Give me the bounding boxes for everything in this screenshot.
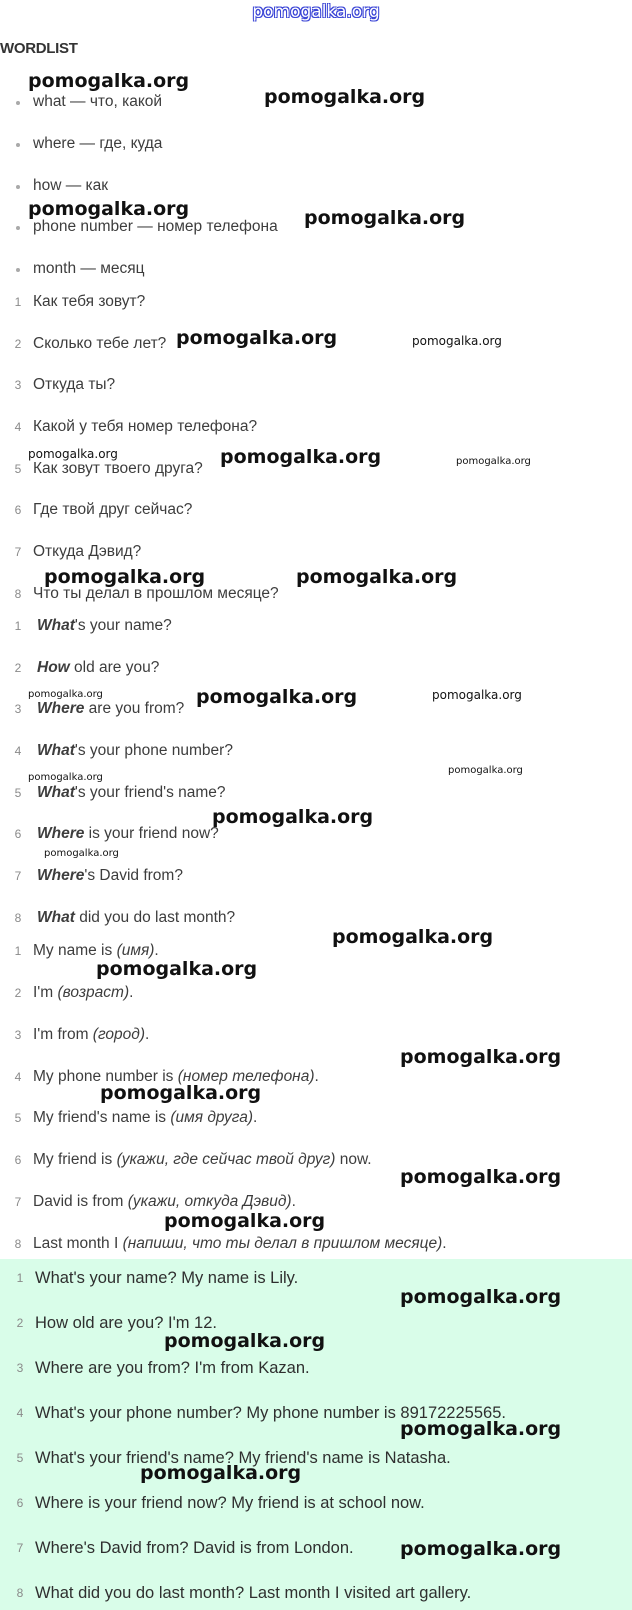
watermark: pomogalka.org (400, 1418, 562, 1440)
watermark: pomogalka.org (96, 958, 258, 980)
question-word: What (37, 909, 75, 926)
watermark: pomogalka.org (28, 772, 103, 783)
watermark: pomogalka.org (140, 1462, 302, 1484)
watermark: pomogalka.org (28, 447, 118, 461)
bullet-icon (16, 268, 20, 272)
bullet-icon (16, 101, 20, 105)
watermark: pomogalka.org (456, 456, 531, 467)
bullet-icon (16, 143, 20, 147)
watermark: pomogalka.org (400, 1538, 562, 1560)
watermark: pomogalka.org (400, 1046, 562, 1068)
watermark: pomogalka.org (400, 1166, 562, 1188)
watermark: pomogalka.org (28, 198, 190, 220)
watermark: pomogalka.org (28, 70, 190, 92)
watermark: pomogalka.org (28, 689, 103, 700)
question-word: What (37, 617, 75, 634)
hint: (имя друга) (170, 1109, 254, 1126)
question-word: Where (37, 867, 85, 884)
watermark: pomogalka.org (220, 446, 382, 468)
watermark: pomogalka.org (264, 86, 426, 108)
watermark: pomogalka.org (332, 926, 494, 948)
watermark: pomogalka.org (412, 334, 502, 348)
hint: (укажи, где сейчас твой друг) (116, 1151, 336, 1168)
watermark: pomogalka.org (44, 848, 119, 859)
top-watermark: pomogalka.org (252, 2, 380, 22)
watermark: pomogalka.org (400, 1286, 562, 1308)
hint: (возраст) (57, 984, 130, 1001)
watermark: pomogalka.org (212, 806, 374, 828)
watermark: pomogalka.org (448, 765, 523, 776)
hint: (номер телефона) (177, 1068, 315, 1085)
watermark: pomogalka.org (100, 1082, 262, 1104)
question-word: What (37, 742, 75, 759)
question-word: What (37, 784, 75, 801)
watermark: pomogalka.org (164, 1330, 326, 1352)
hint: (напиши, что ты делал в пришлом месяце) (122, 1235, 443, 1252)
watermark: pomogalka.org (164, 1210, 326, 1232)
wordlist-heading: WORDLIST (0, 40, 78, 57)
watermark: pomogalka.org (44, 566, 206, 588)
question-word: Where (37, 825, 85, 842)
question-word: How (37, 659, 70, 676)
bullet-icon (16, 226, 20, 230)
watermark: pomogalka.org (296, 566, 458, 588)
watermark: pomogalka.org (176, 327, 338, 349)
watermark: pomogalka.org (432, 688, 522, 702)
hint: (город) (92, 1026, 146, 1043)
watermark: pomogalka.org (196, 686, 358, 708)
bullet-icon (16, 185, 20, 189)
watermark: pomogalka.org (304, 207, 466, 229)
hint: (имя) (116, 942, 155, 959)
hint: (укажи, откуда Дэвид) (127, 1193, 292, 1210)
question-word: Where (37, 700, 85, 717)
